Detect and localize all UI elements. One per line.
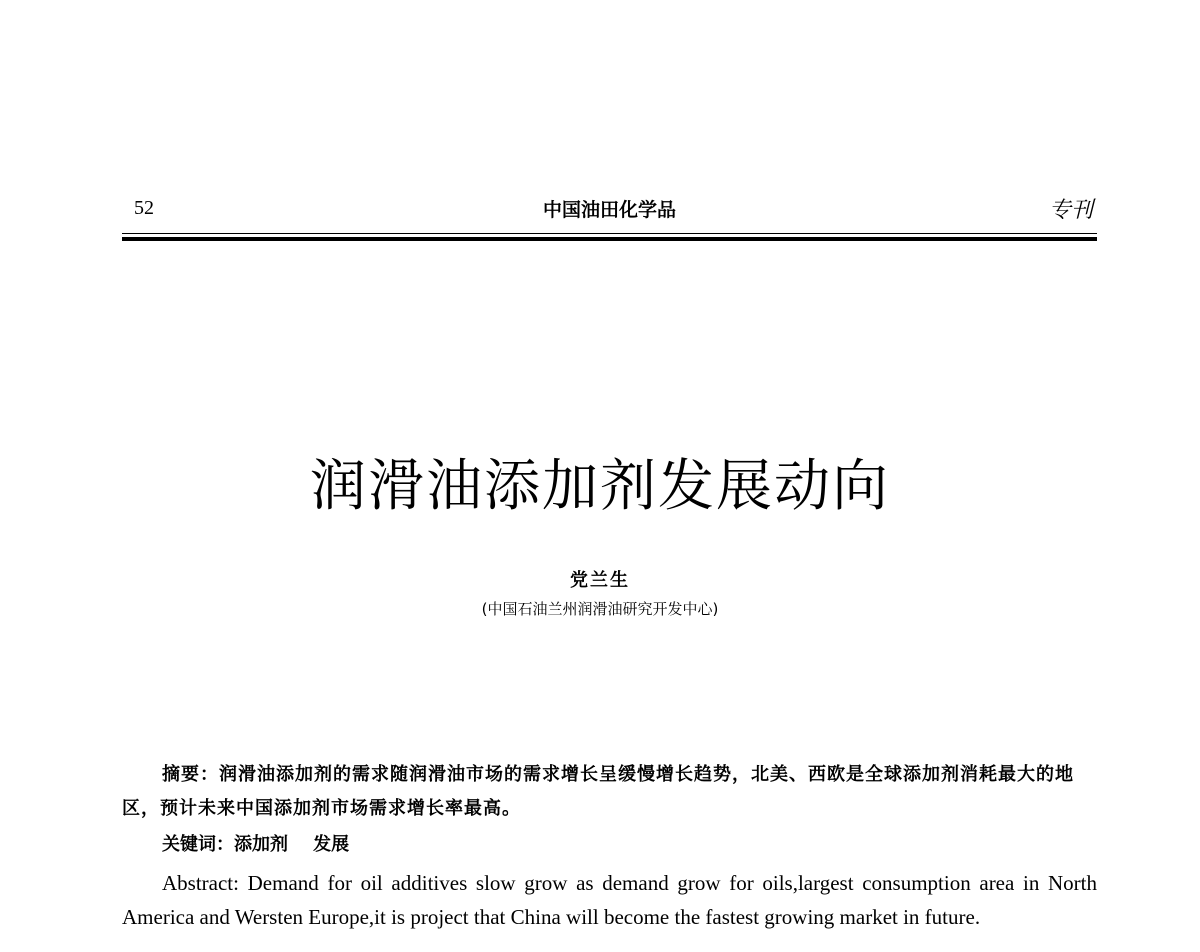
header-rule-thin — [122, 233, 1097, 234]
running-header — [122, 193, 1097, 225]
journal-name: 中国油田化学品 — [542, 199, 676, 221]
keywords-line: 关键词：添加剂 发展 — [162, 834, 350, 855]
abstract-chinese: 摘要：润滑油添加剂的需求随润滑油市场的需求增长呈缓慢增长趋势，北美、西欧是全球添加剂消耗最大的地区，预计未来中国添加剂市场需求增长率最高。 — [122, 764, 1074, 819]
article-title: 润滑油添加剂发展动向 — [310, 454, 890, 519]
header-rule-thick — [122, 237, 1097, 241]
abstract-english: Abstract: Demand for oil additives slow grow as demand grow for oils,largest consumption area in North America and Wersten Europe,it is project that China will become the fastest growing market in future. — [122, 871, 1097, 929]
author-affiliation: (中国石油兰州润滑油研究开发中心) — [481, 600, 719, 618]
author-name: 党兰生 — [570, 570, 630, 591]
issue-label: 专刊 — [1048, 198, 1093, 223]
page-number: 52 — [134, 197, 154, 219]
